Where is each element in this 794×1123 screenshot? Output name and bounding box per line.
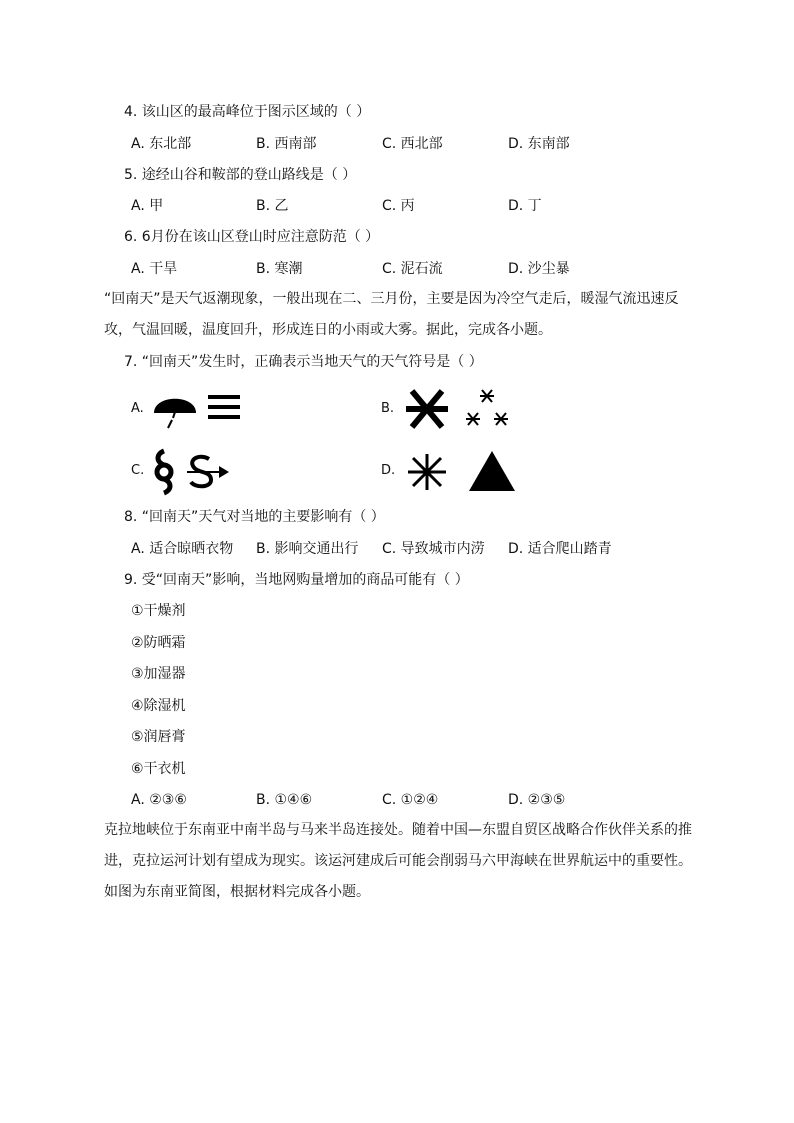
- q5-option-a: A. 甲: [131, 198, 164, 214]
- question-4-options: [131, 135, 691, 153]
- q8-option-b: B. 影响交通出行: [256, 541, 359, 557]
- q8-option-a: A. 适合晾晒衣物: [131, 541, 234, 557]
- q6-option-b: B. 寒潮: [256, 261, 303, 277]
- rain-cloud-icon: [152, 389, 200, 429]
- q6-option-d: D. 沙尘暴: [508, 261, 570, 277]
- q9-option-a: A. ②③⑥: [131, 792, 187, 808]
- question-5-stem: 5. 途经山谷和鞍部的登山路线是（ ）: [124, 167, 357, 183]
- q9-item-2: ②防晒霜: [131, 635, 186, 651]
- question-9-stem: 9. 受“回南天”影响，当地网购量增加的商品可能有（ ）: [124, 572, 469, 588]
- fog-icon: [206, 394, 242, 420]
- q9-item-5: ⑤润唇膏: [131, 729, 186, 745]
- q9-item-3: ③加湿器: [131, 666, 186, 682]
- light-snow-icon: [462, 388, 512, 428]
- q7-option-a-label: A.: [131, 401, 144, 416]
- q4-option-d: D. 东南部: [508, 136, 570, 152]
- frost-icon: [405, 452, 449, 492]
- question-4-stem: 4. 该山区的最高峰位于图示区域的（ ）: [124, 104, 371, 120]
- q9-item-4: ④除湿机: [131, 698, 186, 714]
- q4-option-a: A. 东北部: [131, 136, 192, 152]
- triangle-icon: [467, 449, 517, 493]
- question-6-stem: 6. 6月份在该山区登山时应注意防范（ ）: [124, 229, 380, 245]
- question-5-options: [131, 197, 691, 215]
- q8-option-d: D. 适合爬山踏青: [508, 541, 612, 557]
- q9-option-c: C. ①②④: [382, 792, 439, 808]
- q5-option-b: B. 乙: [256, 198, 289, 214]
- q4-option-b: B. 西南部: [256, 136, 317, 152]
- q6-option-c: C. 泥石流: [382, 261, 443, 277]
- passage-huinantian: “回南天”是天气返潮现象，一般出现在二、三月份，主要是因为冷空气走后，暖湿气流迅速反攻，气温回暖，温度回升，形成连日的小雨或大雾。据此，完成各小题。: [104, 291, 679, 338]
- sandstorm-icon: [183, 454, 231, 490]
- q5-option-d: D. 丁: [508, 198, 542, 214]
- question-8-stem: 8. “回南天”天气对当地的主要影响有（ ）: [124, 509, 385, 525]
- q4-option-c: C. 西北部: [382, 136, 443, 152]
- q9-item-1: ①干燥剂: [131, 603, 186, 619]
- question-6-options: [131, 260, 691, 278]
- snowflake-icon: [402, 388, 452, 430]
- q5-option-c: C. 丙: [382, 198, 415, 214]
- q9-option-d: D. ②③⑤: [508, 792, 566, 808]
- question-8-options: [131, 540, 691, 558]
- q7-option-c-label: C.: [131, 463, 145, 478]
- q8-option-c: C. 导致城市内涝: [382, 541, 485, 557]
- passage-kra-isthmus: 克拉地峡位于东南亚中南半岛与马来半岛连接处。随着中国—东盟自贸区战略合作伙伴关系的推进，克拉运河计划有望成为现实。该运河建成后可能会削弱马六甲海峡在世界航运中的重要性。如图为东南亚简图，根据材料完成各小题。: [104, 822, 692, 900]
- q9-item-6: ⑥干衣机: [131, 761, 186, 777]
- question-7-stem: 7. “回南天”发生时，正确表示当地天气的天气符号是（ ）: [124, 354, 483, 370]
- typhoon-icon: [148, 450, 180, 494]
- question-9-options: [131, 791, 691, 809]
- q6-option-a: A. 干旱: [131, 261, 178, 277]
- q9-option-b: B. ①④⑥: [256, 792, 313, 808]
- q7-option-b-label: B.: [381, 401, 395, 416]
- q7-option-d-label: D.: [381, 463, 396, 478]
